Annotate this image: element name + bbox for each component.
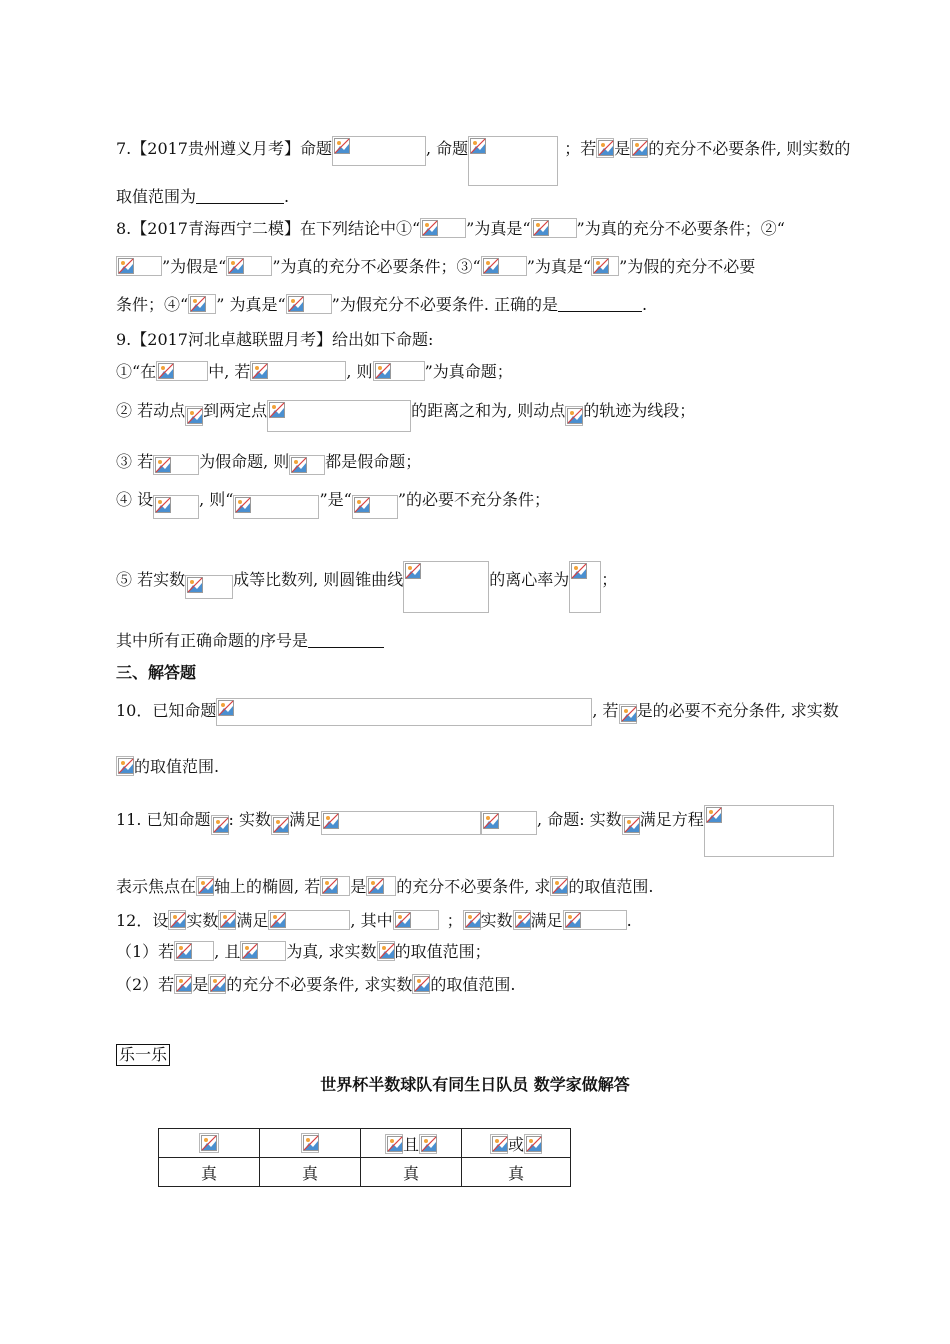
broken-image-icon — [704, 805, 834, 857]
question-8-line3: 条件；④“ ” 为真是“ ”为假充分不必要条件. 正确的是 . — [116, 295, 648, 314]
question-11: 11. 已知命题 : 实数 满足 , 命题: 实数 满足方程 — [116, 805, 834, 857]
table-header-cell — [260, 1129, 361, 1158]
broken-image-icon — [393, 910, 439, 930]
question-9-item-5: ⑤ 若实数 成等比数列, 则圆锥曲线 的离心率为 ； — [116, 561, 617, 613]
question-12-part-1: （1）若 , 且 为真, 求实数 的取值范围； — [116, 942, 491, 961]
answer-blank — [558, 297, 642, 312]
broken-image-icon — [196, 876, 214, 896]
broken-image-icon — [218, 910, 236, 930]
question-9-end: 其中所有正确命题的序号是 — [116, 630, 384, 652]
table-cell: 真 — [462, 1158, 571, 1187]
broken-image-icon — [185, 406, 203, 426]
broken-image-icon — [377, 941, 395, 961]
broken-image-icon — [211, 815, 229, 835]
question-10: 10．已知命题 , 若 是的必要不充分条件, 求实数 — [116, 698, 839, 726]
broken-image-icon — [468, 136, 558, 186]
broken-image-icon — [216, 698, 592, 726]
broken-image-icon — [622, 815, 640, 835]
broken-image-icon — [591, 256, 619, 276]
broken-image-icon — [524, 1134, 542, 1154]
answer-blank — [308, 633, 384, 648]
table-row — [159, 1158, 571, 1187]
broken-image-icon — [301, 1133, 319, 1153]
broken-image-icon — [366, 876, 396, 896]
broken-image-icon — [412, 974, 430, 994]
question-7: 7.【2017贵州遵义月考】命题 , 命题 ；若 是 的充分不必要条件, 则实数的 — [116, 136, 850, 186]
question-12: 12．设 实数 满足 , 其中 ； 实数 满足 . — [116, 911, 632, 930]
broken-image-icon — [420, 218, 466, 238]
table-cell: 真 — [361, 1158, 462, 1187]
table-header-cell: 或 — [462, 1129, 571, 1158]
question-8: 8.【2017青海西宁二模】在下列结论中①“ ”为真是“ ”为真的充分不必要条件；②“ — [116, 219, 785, 238]
broken-image-icon — [550, 876, 568, 896]
table-header-cell — [159, 1129, 260, 1158]
broken-image-icon — [286, 294, 332, 314]
broken-image-icon — [233, 495, 319, 519]
question-12-part-2: （2）若 是 的充分不必要条件, 求实数 的取值范围. — [116, 975, 516, 994]
broken-image-icon — [226, 256, 272, 276]
broken-image-icon — [619, 704, 637, 724]
section-title: 三、解答题 — [116, 663, 197, 682]
broken-image-icon — [531, 218, 577, 238]
truth-table — [158, 1128, 571, 1187]
answer-blank — [196, 189, 284, 204]
question-9-item-3: ③ 若 为假命题, 则 都是假命题； — [116, 451, 421, 475]
broken-image-icon — [321, 811, 481, 835]
table-header-cell: 且 — [361, 1129, 462, 1158]
question-11-cont: 表示焦点在 轴上的椭圆, 若 是 的充分不必要条件, 求 的取值范围. — [116, 877, 654, 896]
broken-image-icon — [563, 910, 627, 930]
broken-image-icon — [153, 495, 199, 519]
broken-image-icon — [153, 455, 199, 475]
broken-image-icon — [185, 575, 233, 599]
broken-image-icon — [565, 406, 583, 426]
broken-image-icon — [289, 455, 325, 475]
broken-image-icon — [481, 811, 537, 835]
broken-image-icon — [199, 1133, 219, 1153]
broken-image-icon — [596, 138, 614, 158]
broken-image-icon — [188, 294, 216, 314]
broken-image-icon — [513, 910, 531, 930]
broken-image-icon — [630, 138, 648, 158]
broken-image-icon — [271, 815, 289, 835]
broken-image-icon — [174, 974, 192, 994]
broken-image-icon — [250, 361, 346, 381]
broken-image-icon — [156, 361, 208, 381]
table-header-row — [159, 1129, 571, 1158]
broken-image-icon — [463, 910, 481, 930]
broken-image-icon — [208, 974, 226, 994]
broken-image-icon — [320, 876, 350, 896]
broken-image-icon — [116, 256, 162, 276]
broken-image-icon — [403, 561, 489, 613]
question-9: 9.【2017河北卓越联盟月考】给出如下命题: — [116, 330, 434, 349]
table-cell: 真 — [260, 1158, 361, 1187]
broken-image-icon — [490, 1134, 508, 1154]
question-9-item-2: ② 若动点 到两定点 的距离之和为, 则动点 的轨迹为线段； — [116, 400, 695, 432]
joke-title: 世界杯半数球队有同生日队员 数学家做解答 — [320, 1075, 630, 1094]
broken-image-icon — [569, 561, 601, 613]
fun-label: 乐一乐 — [116, 1044, 170, 1066]
broken-image-icon — [419, 1134, 437, 1154]
broken-image-icon — [268, 910, 350, 930]
question-8-line2: ”为假是“ ”为真的充分不必要条件；③“ ”为真是“ ”为假的充分不必要 — [116, 256, 755, 278]
table-cell: 真 — [159, 1158, 260, 1187]
broken-image-icon — [168, 910, 186, 930]
broken-image-icon — [267, 400, 411, 432]
question-9-item-1: ①“在 中, 若 , 则 ”为真命题； — [116, 362, 513, 381]
broken-image-icon — [385, 1134, 403, 1154]
broken-image-icon — [240, 941, 286, 961]
broken-image-icon — [174, 941, 214, 961]
broken-image-icon — [481, 256, 527, 276]
question-10-cont: 的取值范围. — [116, 756, 219, 778]
question-9-item-4: ④ 设 , 则“ ”是“ ”的必要不充分条件； — [116, 489, 550, 519]
question-7-cont: 取值范围为 . — [116, 187, 290, 206]
broken-image-icon — [352, 495, 398, 519]
broken-image-icon — [373, 361, 425, 381]
broken-image-icon — [116, 756, 134, 776]
broken-image-icon — [332, 136, 426, 166]
